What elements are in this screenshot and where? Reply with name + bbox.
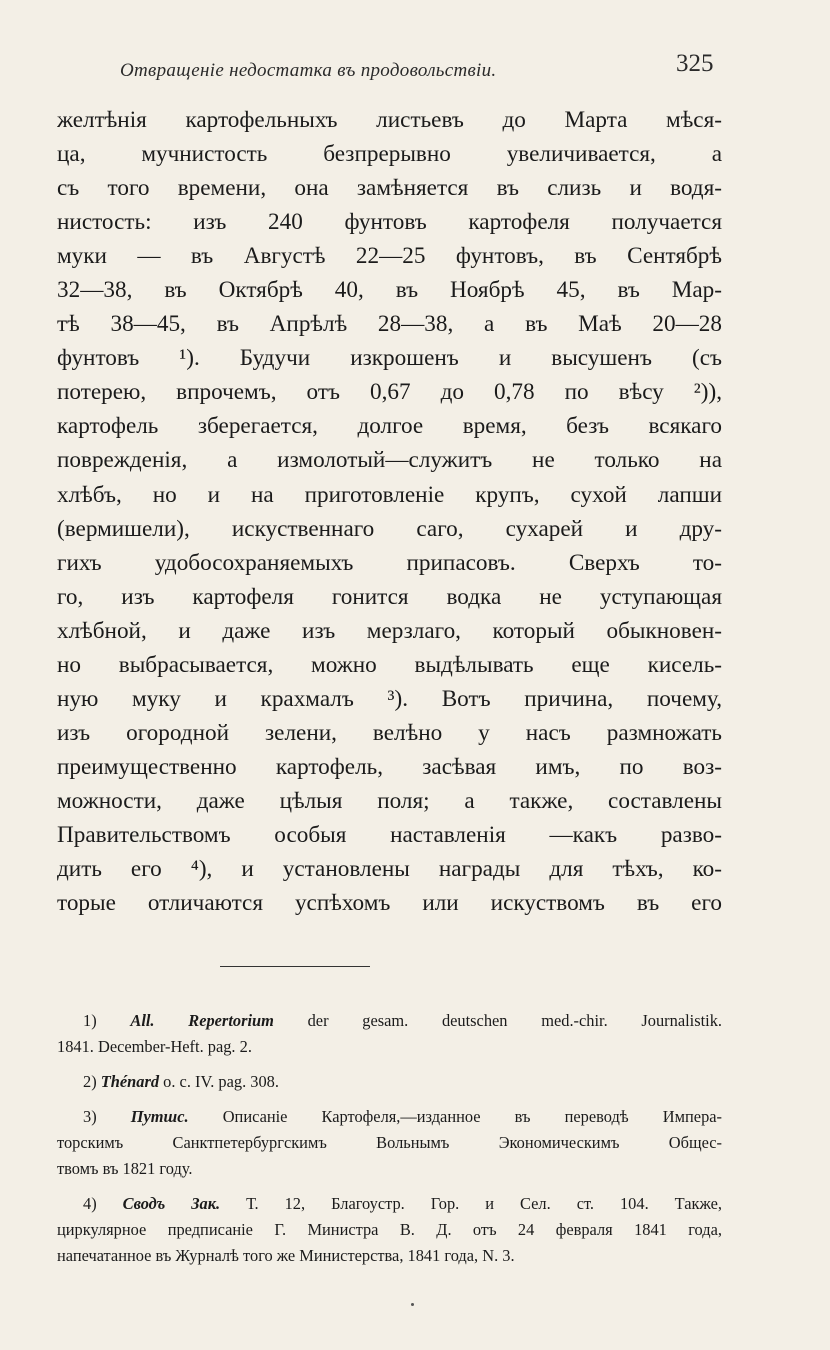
body-line: картофель зберегается, долгое время, безъ всякаго xyxy=(57,413,722,440)
footnote-line xyxy=(57,1191,722,1217)
body-line: муки — въ Августѣ 22—25 фунтовъ, въ Сентябрѣ xyxy=(57,243,722,270)
body-line: гихъ удобосохраняемыхъ припасовъ. Сверхъ то- xyxy=(57,549,722,576)
footnote-marker: 2) xyxy=(83,1072,97,1091)
body-line: фунтовъ ¹). Будучи изкрошенъ и высушенъ (съ xyxy=(57,345,722,372)
footnote-2 xyxy=(57,1069,722,1095)
body-line: хлѣбъ, но и на приготовленіе крупъ, сухой лапши xyxy=(57,481,722,508)
footnote-1 xyxy=(57,1008,722,1060)
running-title: Отвращеніе недостатка въ продовольствіи. xyxy=(120,60,497,81)
body-line: ца, мучнистость безпрерывно увеличивается, а xyxy=(57,141,722,168)
footnote-line: 1841. December-Heft. pag. 2. xyxy=(57,1037,252,1056)
body-line: (вермишели), искуственнаго саго, сухарей и дру- xyxy=(57,515,722,542)
body-line: ную муку и крахмалъ ³). Вотъ причина, почему, xyxy=(57,685,722,712)
footnote-marker: 1) xyxy=(83,1011,97,1030)
footnote-line xyxy=(57,1008,722,1034)
body-line: дить его ⁴), и установлены награды для тѣхъ, ко- xyxy=(57,856,722,883)
body-line: но выбрасывается, можно выдѣлывать еще кисель- xyxy=(57,651,722,678)
body-line: Правительствомъ особыя наставленія —какъ разво- xyxy=(57,821,722,848)
footnotes xyxy=(57,1008,722,1278)
footnote-text: der gesam. deutschen med.-chir. Journalistik. xyxy=(273,1011,722,1030)
footnote-separator xyxy=(220,966,370,967)
body-line: желтѣнія картофельныхъ листьевъ до Марта мѣся- xyxy=(57,107,722,133)
footnote-3 xyxy=(57,1104,722,1182)
footnote-line xyxy=(57,1104,722,1130)
footnote-marker: 3) xyxy=(83,1107,97,1126)
footnote-marker: 4) xyxy=(83,1194,97,1213)
footnote-line: напечатанное въ Журналѣ того же Министерства, 1841 года, N. 3. xyxy=(57,1246,515,1265)
body-line: преимущественно картофель, засѣвая имъ, по воз- xyxy=(57,753,722,780)
body-line: тѣ 38—45, въ Апрѣлѣ 28—38, а въ Маѣ 20—28 xyxy=(57,311,722,338)
body-line: можности, даже цѣлыя поля; а также, составлены xyxy=(57,787,722,814)
footnote-text: Описаніе Картофеля,—изданное въ переводѣ Импера- xyxy=(188,1107,722,1126)
body-line: поврежденія, а измолотый—служитъ не только на xyxy=(57,447,722,474)
body-line: торые отличаются успѣхомъ или искуствомъ въ его xyxy=(57,890,722,917)
footnote-source: All. Repertorium xyxy=(130,1011,274,1030)
body-text xyxy=(57,103,722,920)
footnote-text: Т. 12, Благоустр. Гор. и Сел. ст. 104. Также, xyxy=(220,1194,722,1213)
body-line: изъ огородной зелени, велѣно у насъ размножать xyxy=(57,719,722,746)
footnote-4 xyxy=(57,1191,722,1269)
footnote-source: Thénard xyxy=(100,1072,160,1091)
body-line: го, изъ картофеля гонится водка не уступающая xyxy=(57,583,722,610)
footnote-line: циркулярное предписаніе Г. Министра В. Д. отъ 24 февраля 1841 года, xyxy=(57,1220,722,1239)
footnote-line xyxy=(57,1069,722,1095)
body-line: 32—38, въ Октябрѣ 40, въ Ноябрѣ 45, въ Мар- xyxy=(57,277,722,304)
footnote-line: твомъ въ 1821 году. xyxy=(57,1159,193,1178)
body-line: потерею, впрочемъ, отъ 0,67 до 0,78 по вѣсу ²)), xyxy=(57,379,722,406)
footnote-source: Сводъ Зак. xyxy=(122,1194,221,1213)
body-line: нистость: изъ 240 фунтовъ картофеля получается xyxy=(57,209,722,236)
footnote-text: o. c. IV. pag. 308. xyxy=(159,1072,279,1091)
footnote-line: торскимъ Санктпетербургскимъ Вольнымъ Экономическимъ Общес- xyxy=(57,1133,722,1152)
body-line: хлѣбной, и даже изъ мерзлаго, который обыкновен- xyxy=(57,617,722,644)
print-speck xyxy=(411,1303,414,1306)
page-header xyxy=(0,50,830,90)
page-number: 325 xyxy=(676,50,714,77)
body-line: съ того времени, она замѣняется въ слизь и водя- xyxy=(57,175,722,202)
footnote-source: Путшс. xyxy=(130,1107,189,1126)
